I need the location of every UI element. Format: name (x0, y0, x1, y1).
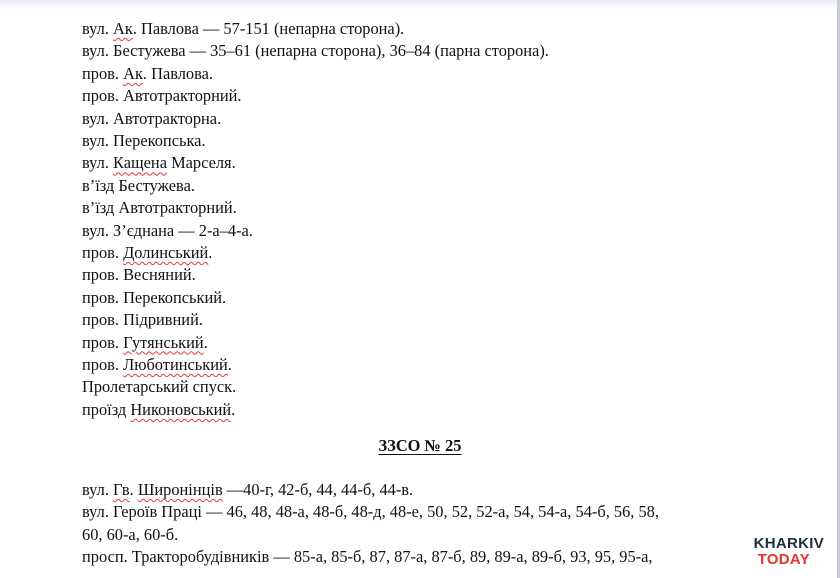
spellcheck-word: Долинський (123, 243, 209, 262)
text-fragment: вул. (82, 153, 114, 173)
spellcheck-word: Никоновський (130, 399, 232, 419)
text-fragment: Марселя. (166, 153, 236, 173)
text-line (82, 197, 237, 219)
spellcheck-word: Широнінців (137, 480, 223, 499)
text-fragment: . Павлова — 57-151 (непарна сторона). (132, 19, 405, 38)
text-fragment: . Павлова. (142, 63, 214, 83)
text-line (82, 399, 235, 421)
section-heading (0, 435, 840, 457)
spellcheck-word: Ак (113, 19, 133, 38)
text-line (82, 376, 236, 398)
text-line (82, 332, 208, 354)
spellcheck-word: Люботинський (123, 355, 228, 374)
text-line (82, 287, 226, 309)
text-line (82, 152, 236, 174)
text-fragment: в’їзд Автотракторний. (82, 198, 237, 218)
text-line (82, 354, 232, 376)
text-line (82, 63, 213, 85)
text-fragment: . (129, 480, 138, 499)
text-line (82, 220, 253, 242)
text-fragment: проїзд (82, 399, 131, 419)
text-fragment: пров. (82, 332, 124, 352)
text-fragment: просп. Тракторобудівників — 85-а, 85-б, 87, 87-а, 87-б, 89, 89-а, 89-б, 93, 95, 95-а, (82, 547, 653, 567)
text-fragment: . (227, 355, 232, 374)
section-heading-text: ЗЗСО № 25 (378, 436, 462, 455)
text-fragment: пров. Весняний. (82, 265, 196, 285)
text-line (82, 108, 221, 130)
text-fragment: . (203, 332, 208, 352)
text-fragment: вул. Бестужева — 35–61 (непарна сторона), 36–84 (парна сторона). (82, 41, 549, 61)
kharkiv-today-logo (754, 536, 824, 568)
text-fragment: . (231, 399, 236, 419)
text-fragment: в’їзд Бестужева. (82, 175, 195, 195)
spellcheck-word: Гв (113, 480, 130, 499)
text-fragment: пров. (82, 63, 124, 83)
text-line (82, 175, 195, 197)
logo-word-today: TODAY (757, 551, 810, 568)
text-fragment: вул. З’єднана — 2-а–4-а. (82, 220, 253, 240)
text-fragment: пров. Підривний. (82, 310, 203, 330)
text-line (82, 85, 242, 107)
text-fragment: 60, 60-а, 60-б. (82, 524, 179, 544)
text-fragment: пров. (82, 355, 124, 374)
text-fragment: вул. Героїв Праці — 46, 48, 48-а, 48-б, 48-д, 48-е, 50, 52, 52-а, 54, 54-а, 54-б, 56, 58, (82, 502, 659, 522)
text-fragment: пров. (82, 243, 124, 262)
logo-word-kharkiv: KHARKIV (753, 535, 824, 552)
text-line (82, 524, 178, 546)
text-fragment: . (208, 243, 213, 262)
text-line (82, 242, 212, 264)
text-fragment: Пролетарський спуск. (82, 377, 237, 397)
text-fragment: —40-г, 42-б, 44, 44-б, 44-в. (222, 480, 414, 499)
text-fragment: вул. (82, 480, 114, 499)
text-line (82, 546, 653, 568)
text-line (82, 479, 413, 501)
text-line (82, 130, 206, 152)
text-line (82, 40, 549, 62)
text-line (82, 501, 659, 523)
spellcheck-word: Гутянський (123, 332, 204, 352)
window-top-edge (0, 0, 840, 10)
text-fragment: вул. Автотракторна. (82, 108, 222, 128)
text-fragment: пров. Перекопський. (82, 287, 227, 307)
text-line (82, 264, 196, 286)
text-fragment: вул. Перекопська. (82, 131, 206, 150)
text-fragment: вул. (82, 19, 114, 38)
spellcheck-word: Кащена (113, 153, 167, 173)
text-line (82, 18, 404, 40)
text-fragment: пров. Автотракторний. (82, 86, 242, 106)
text-line (82, 309, 203, 331)
spellcheck-word: Ак (123, 63, 143, 83)
